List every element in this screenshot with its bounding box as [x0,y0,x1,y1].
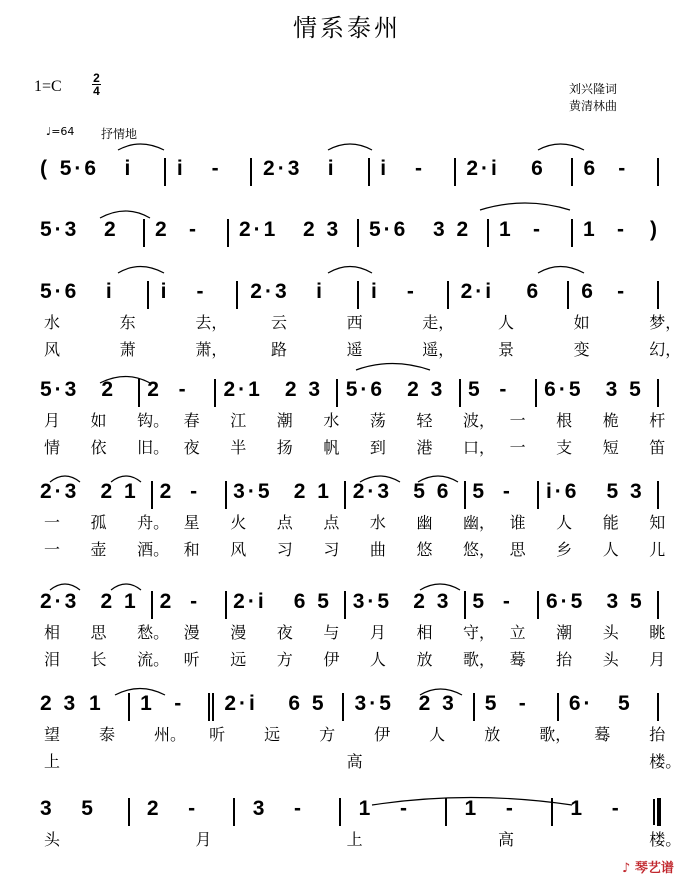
note-group: 5 6 [413,480,452,503]
dash-extension: - [178,378,189,401]
dash-extension: - [502,480,513,503]
lyric-syllable: 听 [183,650,200,669]
lyric-syllable: 悠 [416,540,433,559]
lyricist-credit: 刘兴隆词 [569,82,618,96]
lyric-syllable: 旧。 [137,438,170,457]
note-group: 2·i [466,157,500,180]
dash-extension: - [406,280,417,303]
lyric-syllable: 泪 [44,650,61,669]
lyric-syllable: 春 [183,411,200,430]
key-signature: 1=C [34,78,62,95]
note-group: 5 [472,480,488,503]
note-group: 5 [472,590,488,613]
note-group: 3 [40,797,55,820]
note-group: 2 [101,378,117,401]
lyric-syllable: 壶 [90,540,107,559]
expression-marking: 抒情地 [101,127,138,141]
lyric-syllable: 幻， [649,340,682,359]
lyric-syllable: 走， [422,313,455,332]
dash-extension: - [502,590,513,613]
lyric-syllable: 水 [44,313,61,332]
note-group: 5·3 [40,218,80,241]
note-group: 3·5 [354,692,394,715]
lyric-syllable: 荡 [369,411,386,430]
note-group: i [370,280,380,303]
slur [111,476,141,482]
lyric-syllable: 潮 [556,623,573,642]
lyric-syllable: 月 [195,830,212,849]
note-group: 1 [140,692,155,715]
dash-extension: - [190,480,201,503]
lyric-syllable: 轻 [416,411,433,430]
lyric-syllable: 蓦 [594,725,611,744]
time-signature-bottom: 4 [93,84,100,98]
note-group: 5·6 [40,280,80,303]
lyric-syllable: 路 [270,340,287,359]
watermark-logo [622,857,674,876]
lyric-syllable: 立 [509,623,526,642]
lyric-syllable: 方 [276,650,293,669]
lyric-syllable: 人 [497,313,514,332]
lyric-syllable: 点 [276,513,293,532]
lyric-syllable: 眺 [649,623,666,642]
lyric-syllable: 曲 [369,540,386,559]
logo-icon: ♪ [622,861,631,876]
slur [538,267,584,274]
lyric-syllable: 上 [44,752,61,771]
lyric-syllable: 思 [509,540,526,559]
note-group: 1 [583,218,598,241]
note-group: 2 [147,378,162,401]
lyric-syllable: 潮 [276,411,293,430]
note-group: 2·1 [239,218,279,241]
lyric-syllable: 习 [323,540,340,559]
note-group: i [316,280,326,303]
note-group: 5 [81,797,96,820]
lyric-syllable: 夜 [183,438,200,457]
note-group: 6 [581,280,596,303]
note-group: i [105,280,115,303]
lyric-syllable: 短 [602,438,619,457]
dash-extension: - [611,797,622,820]
lyric-syllable: 头 [602,623,619,642]
dash-extension: - [617,218,627,241]
slur [118,144,164,150]
watermark-text: 琴艺谱 [634,861,674,876]
note-group: i·6 [545,480,580,503]
lyric-syllable: 泰 [99,725,116,744]
lyric-syllable: 如 [90,411,107,430]
lyric-syllable: 州。 [154,725,187,744]
lyric-syllable: 口， [463,438,496,457]
lyric-syllable: 夜 [276,623,293,642]
note-group: 2 3 [413,590,452,613]
slur [418,476,458,482]
dash-extension: - [294,797,305,820]
lyric-syllable: 萧， [195,340,228,359]
note-group: 2 3 [284,378,324,401]
note-group: i [176,157,186,180]
note-group: 2·3 [250,280,290,303]
lyric-syllable: 梦， [649,313,682,332]
lyric-syllable: 与 [323,623,340,642]
lyric-syllable: 高 [497,830,514,849]
dash-extension: - [499,378,510,401]
lyric-syllable: 景 [497,340,514,359]
lyric-syllable: 月 [44,411,61,430]
slur [360,476,400,482]
lyric-syllable: 月 [649,650,666,669]
note-group: 3 5 [605,378,644,401]
lyric-syllable: 伊 [374,725,391,744]
tempo-marking: ♩=64 [46,125,75,138]
note-group: i [160,280,170,303]
note-group: 2 [159,480,175,503]
lyric-syllable: 抬 [649,725,666,744]
note-group: 5·3 [40,378,80,401]
lyric-syllable: 一 [509,411,526,430]
dash-extension: - [189,218,199,241]
lyric-syllable: 桅 [602,411,619,430]
lyric-syllable: 流。 [137,650,170,669]
slur [420,584,460,590]
slur [100,377,150,384]
note-group: 6 [583,157,599,180]
lyric-syllable: 头 [602,650,619,669]
lyric-syllable: 漫 [230,623,247,642]
lyric-syllable: 东 [119,313,136,332]
slur [115,689,165,696]
lyric-syllable: 一 [44,540,61,559]
slur [111,584,141,590]
note-group: 2·1 [223,378,263,401]
lyric-syllable: 舟。 [137,513,170,532]
lyric-syllable: 放 [416,650,433,669]
lyric-syllable: 习 [276,540,293,559]
dash-extension: - [188,797,199,820]
dash-extension: - [399,797,410,820]
note-group: 2 [104,218,119,241]
lyric-syllable: 火 [230,513,247,532]
lyric-syllable: 望 [44,725,61,744]
note-group: 2 1 [293,480,332,503]
lyric-syllable: 抬 [556,650,573,669]
note-group: 2 1 [100,480,139,503]
lyric-syllable: 依 [90,438,107,457]
slur [50,584,80,590]
note-group: 6 [531,157,546,180]
note-group: i [124,157,134,180]
note-group: 2·i [460,280,495,303]
lyric-syllable: 楼。 [649,752,682,771]
note-group: 5 [467,378,483,401]
lyric-syllable: 儿 [649,540,666,559]
note-group: 2 [159,590,175,613]
lyric-syllable: 伊 [323,650,340,669]
dash-extension: - [533,218,543,241]
note-group: 2 3 [407,378,446,401]
note-group: 3 2 [433,218,472,241]
lyric-syllable: 到 [369,438,386,457]
dash-extension: - [518,692,529,715]
slur [118,267,164,274]
lyric-syllable: 人 [556,513,573,532]
note-group: 3 5 [606,590,645,613]
note-group: 3 [252,797,268,820]
lyric-syllable: 半 [230,438,247,457]
lyric-syllable: 杆 [649,411,666,430]
note-group: 6 5 [288,692,327,715]
lyric-syllable: 一 [509,438,526,457]
slur [328,267,372,274]
lyric-syllable: 钩。 [137,411,170,430]
lyric-syllable: 根 [556,411,573,430]
note-group: 1 [89,692,104,715]
dash-extension: - [617,280,628,303]
note-group: 2·i [224,692,258,715]
lyric-syllable: 去， [195,313,228,332]
lyric-syllable: 乡 [556,540,573,559]
note-group: 2 3 [303,218,342,241]
lyric-syllable: 愁。 [137,623,170,642]
lyric-syllable: 如 [573,313,590,332]
slur [50,476,80,482]
lyric-syllable: 幽 [416,513,433,532]
note-group: 2 3 [418,692,457,715]
lyric-syllable: 支 [556,438,573,457]
lyric-syllable: 守， [463,623,496,642]
lyric-syllable: 笛 [649,438,666,457]
note-group: 2 1 [100,590,139,613]
lyric-syllable: 头 [44,830,61,849]
note-group: 2·i [233,590,267,613]
slur [480,203,570,210]
lyric-syllable: 水 [369,513,386,532]
note-group: 6·5 [544,378,584,401]
lyric-syllable: 楼。 [649,830,682,849]
lyric-syllable: 萧 [119,340,136,359]
lyric-syllable: 能 [602,513,619,532]
dash-extension: - [505,797,516,820]
lyric-syllable: 歌， [463,650,496,669]
note-group: 5 [484,692,500,715]
lyric-syllable: 港 [416,438,433,457]
lyric-syllable: 波， [463,411,496,430]
lyric-syllable: 孤 [90,513,107,532]
note-group: 5 [617,692,633,715]
lyric-syllable: 情 [44,438,61,457]
lyric-syllable: 风 [230,540,247,559]
note-group: 2·3 [40,590,80,613]
lyric-syllable: 蓦 [509,650,526,669]
lyric-syllable: 一 [44,513,61,532]
slur [328,144,372,150]
note-group: 5·6 [369,218,409,241]
note-group: 3·5 [352,590,393,613]
dash-extension: - [174,692,185,715]
lyric-syllable: 人 [429,725,446,744]
dash-extension: - [211,157,222,180]
note-group: 1 [358,797,374,820]
lyric-syllable: 变 [573,340,590,359]
dash-extension: - [196,280,207,303]
lyric-syllable: 扬 [276,438,293,457]
note-group: i [380,157,390,180]
note-group: 2·3 [352,480,393,503]
lyric-syllable: 歌， [539,725,572,744]
note-group: 2 [146,797,162,820]
note-group: 3·5 [233,480,273,503]
lyric-syllable: 西 [346,313,363,332]
note-group: i [327,157,337,180]
lyric-syllable: 漫 [183,623,200,642]
lyric-syllable: 上 [346,830,363,849]
note-group: 1 [570,797,586,820]
lyric-syllable: 云 [270,313,287,332]
lyric-syllable: 遥 [346,340,363,359]
note-group: 5 3 [606,480,645,503]
note-group: 2·3 [40,480,80,503]
slur [372,798,572,806]
lyric-syllable: 远 [264,725,281,744]
lyric-syllable: 放 [484,725,501,744]
note-group: 5·6 [345,378,386,401]
lyric-syllable: 点 [323,513,340,532]
lyric-syllable: 长 [90,650,107,669]
lyric-syllable: 相 [44,623,61,642]
lyric-syllable: 相 [416,623,433,642]
lyric-syllable: 悠， [463,540,496,559]
note-group: 5·6 [59,157,100,180]
note-group: ( [40,157,50,180]
slur [538,144,584,150]
lyric-syllable: 高 [346,752,363,771]
lyric-syllable: 远 [230,650,247,669]
slur [356,364,430,371]
lyric-syllable: 月 [369,623,386,642]
note-group: 1 [499,218,514,241]
lyric-syllable: 风 [44,340,61,359]
note-group: 2·3 [263,157,303,180]
slur [100,211,150,218]
lyric-syllable: 人 [369,650,386,669]
dash-extension: - [414,157,425,180]
lyric-syllable: 方 [319,725,336,744]
dash-extension: - [190,590,201,613]
note-group: 6 5 [293,590,332,613]
lyric-syllable: 知 [649,513,666,532]
lyric-syllable: 星 [183,513,200,532]
note-group: 2 [155,218,170,241]
slur [420,689,462,695]
note-group: 6· [568,692,594,715]
song-title: 情系泰州 [293,14,401,42]
lyric-syllable: 和 [183,540,200,559]
note-group: 2 3 [40,692,79,715]
composer-credit: 黄清林曲 [569,99,618,113]
lyric-syllable: 幽， [463,513,496,532]
time-signature-top: 2 [93,71,100,85]
note-group: 6 [526,280,542,303]
lyric-syllable: 谁 [509,513,526,532]
note-group: ) [650,218,660,241]
lyric-syllable: 江 [230,411,247,430]
lyric-syllable: 帆 [323,438,340,457]
note-group: 6·5 [545,590,586,613]
lyric-syllable: 水 [323,411,340,430]
dash-extension: - [618,157,629,180]
note-group: 1 [464,797,480,820]
lyric-syllable: 思 [90,623,107,642]
lyric-syllable: 酒。 [137,540,170,559]
lyric-syllable: 遥， [422,340,455,359]
lyric-syllable: 听 [209,725,226,744]
lyric-syllable: 人 [602,540,619,559]
